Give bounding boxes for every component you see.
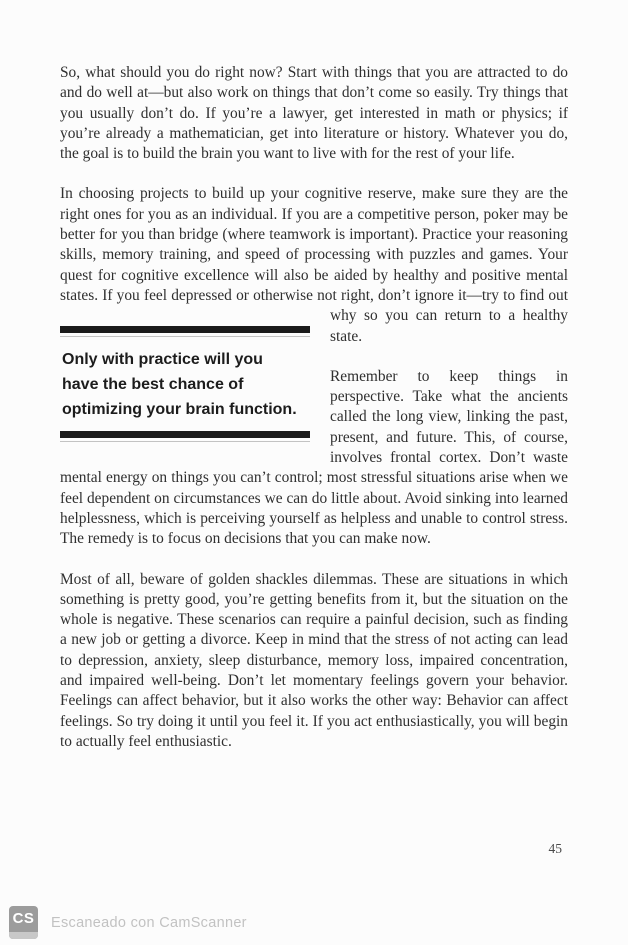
camscanner-logo-icon — [9, 906, 38, 939]
page-text-content — [60, 63, 568, 772]
paragraph-1: So, what should you do right now? Start with things that you are attracted to do and do well at—but also work on things that don’t come so easily. Try things that you usually don’t do. If you’re a lawyer, get interested in math or physics; if you’re already a mathematician, get into literature or history. Whatever you do, the goal is to build the brain you want to live with for the rest of your life. — [60, 64, 568, 163]
pullquote-bottom-thin-rule — [60, 441, 310, 442]
pullquote-top-thick-rule — [60, 326, 310, 333]
pullquote-box — [60, 326, 310, 442]
pullquote-bottom-thick-rule — [60, 431, 310, 438]
paragraph-2 — [60, 184, 568, 419]
camscanner-watermark — [9, 906, 247, 939]
pullquote-line-2: have the best chance of — [62, 376, 244, 394]
paragraph-2-end: ignore it—try to find out why so you can return to a healthy state. — [330, 286, 568, 345]
pullquote-line-3: optimizing your brain function. — [62, 401, 297, 419]
pullquote-line-1: Only with practice will you — [62, 351, 263, 369]
watermark-label: Escaneado con CamScanner — [51, 914, 247, 931]
page-number: 45 — [548, 841, 562, 856]
pullquote-text — [60, 337, 310, 431]
camscanner-logo-strip — [9, 932, 38, 939]
camscanner-logo-letters: CS — [12, 910, 35, 927]
paragraph-3: Remember to keep things in perspective. Take what the ancients called the long view, linking the past, present, and future. This, of course, involves frontal cortex. Don’t waste mental energy on things you can’t control; most stressful situations arise when we feel dependent on circumstances we can do little about. Avoid sinking into learned helplessness, which is perceiving yourself as helpless and unable to control stress. The remedy is to focus on decisions that you can make now. — [60, 367, 568, 548]
paragraph-4: Most of all, beware of golden shackles dilemmas. These are situations in which something is pretty good, you’re getting benefits from it, but the situation on the whole is negative. These scenarios can require a painful decision, such as finding a new job or getting a divorce. Keep in mind that the stress of not acting can lead to depression, anxiety, sleep disturbance, memory loss, impaired concentration, and impaired well-being. Don’t let momentary feelings govern your behavior. Feelings can affect behavior, but it also works the other way: Behavior can affect feelings. So try doing it until you feel it. If you act enthusiastically, you will begin to actually feel enthusiastic. — [60, 570, 568, 750]
paragraph-2-start: In choosing projects to build up your cognitive reserve, make sure they are the right ones for you as an individual. If you are a competitive person, poker may be better for you than bridge (where teamwork is important). Practice your reasoning skills, memory training, and speed of processing with puzzles and games. Your quest for cognitive excellence will also be aided by healthy and positive mental states. If you feel depressed or otherwise not right, don’t — [60, 185, 568, 304]
